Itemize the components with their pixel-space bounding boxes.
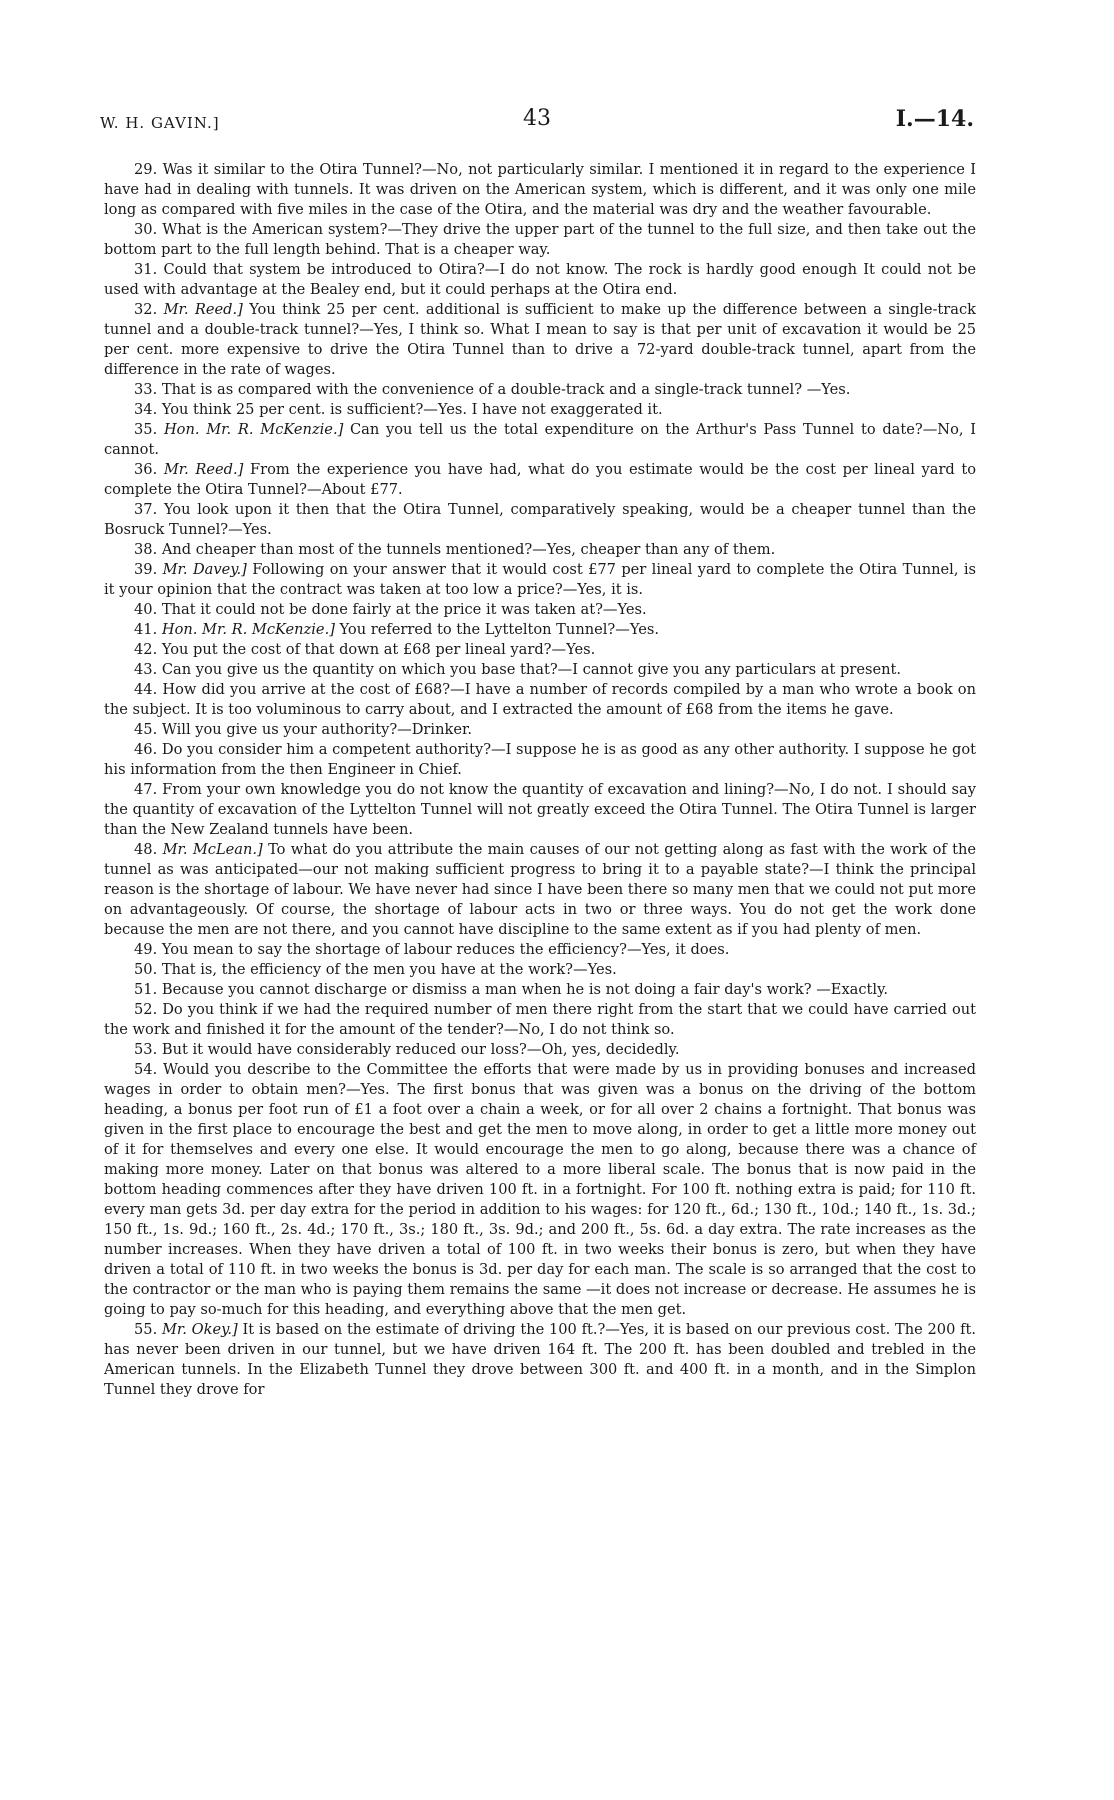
- question-number: 41.: [134, 621, 158, 638]
- question-answer-text: Will you give us your authority?—Drinker.: [161, 721, 472, 738]
- question-answer-text: You look upon it then that the Otira Tunnel, comparatively speaking, would be a cheaper tunnel than the Bosruck Tunnel?—Yes.: [104, 501, 976, 538]
- question-number: 37.: [134, 501, 158, 518]
- speaker-label: Hon. Mr. R. McKenzie.]: [161, 621, 335, 638]
- question-answer-text: But it would have considerably reduced our loss?—Oh, yes, decidedly.: [161, 1041, 680, 1058]
- question-answer-text: How did you arrive at the cost of £68?—I have a number of records compiled by a man who wrote a book on the subject. It is too voluminous to carry about, and I extracted the amount of £68 from the items he gave.: [104, 681, 976, 718]
- question-number: 46.: [134, 741, 158, 758]
- speaker-label: Mr. Okey.]: [161, 1321, 238, 1338]
- question-number: 35.: [134, 421, 158, 438]
- question-number: 52.: [134, 1001, 158, 1018]
- question-paragraph: [104, 1320, 976, 1400]
- question-number: 55.: [134, 1321, 158, 1338]
- question-number: 39.: [134, 561, 158, 578]
- question-paragraph: [104, 840, 976, 940]
- question-paragraph: [104, 720, 976, 740]
- question-answer-text: You referred to the Lyttelton Tunnel?—Yes.: [339, 621, 659, 638]
- question-paragraph: [104, 540, 976, 560]
- question-answer-text: To what do you attribute the main causes of our not getting along as fast with the work of the tunnel as was anticipated—our not making sufficient progress to bring it to a payable state?—I think the principal reason is the shortage of labour. We have never had since I have been there so many men that we could not put more on advantageously. Of course, the shortage of labour acts in two or three ways. You do not get the work done because the men are not there, and you cannot have discipline to the same extent as if you had plenty of men.: [104, 841, 977, 938]
- question-number: 47.: [134, 781, 158, 798]
- question-number: 48.: [134, 841, 158, 858]
- question-paragraph: [104, 640, 976, 660]
- speaker-label: Hon. Mr. R. McKenzie.]: [163, 421, 344, 438]
- question-number: 49.: [134, 941, 158, 958]
- question-paragraph: [104, 1040, 976, 1060]
- question-number: 36.: [134, 461, 158, 478]
- question-paragraph: [104, 940, 976, 960]
- question-answer-text: You mean to say the shortage of labour reduces the efficiency?—Yes, it does.: [161, 941, 730, 958]
- question-paragraph: [104, 160, 976, 220]
- question-answer-text: You think 25 per cent. is sufficient?—Yes. I have not exaggerated it.: [161, 401, 663, 418]
- speaker-label: Mr. Davey.]: [162, 561, 247, 578]
- question-answer-text: You put the cost of that down at £68 per lineal yard?—Yes.: [161, 641, 596, 658]
- question-number: 38.: [134, 541, 158, 558]
- question-number: 44.: [134, 681, 158, 698]
- question-answer-text: Do you consider him a competent authority?—I suppose he is as good as any other authority. I suppose he got his information from the then Engineer in Chief.: [104, 741, 976, 778]
- speaker-label: Mr. Reed.]: [163, 301, 243, 318]
- question-paragraph: [104, 500, 976, 540]
- question-number: 32.: [134, 301, 158, 318]
- question-answer-text: Do you think if we had the required number of men there right from the start that we could have carried out the work and finished it for the amount of the tender?—No, I do not think so.: [104, 1001, 977, 1038]
- question-answer-text: Was it similar to the Otira Tunnel?—No, not particularly similar. I mentioned it in regard to the experience I have had in dealing with tunnels. It was driven on the American system, which is different, and it was only one mile long as compared with five miles in the case of the Otira, and the material was dry and the weather favourable.: [104, 161, 977, 218]
- question-paragraph: [104, 780, 976, 840]
- question-answer-text: From your own knowledge you do not know the quantity of excavation and lining?—No, I do not. I should say the quantity of excavation of the Lyttelton Tunnel will not greatly exceed the Otira Tunnel. The Otira Tunnel is larger than the New Zealand tunnels have been.: [104, 781, 976, 838]
- question-answer-text: Following on your answer that it would cost £77 per lineal yard to complete the Otira Tunnel, is it your opinion that the contract was taken at too low a price?—Yes, it is.: [104, 561, 977, 598]
- question-paragraph: [104, 600, 976, 620]
- question-number: 51.: [134, 981, 158, 998]
- question-number: 30.: [134, 221, 158, 238]
- question-answer-text: Because you cannot discharge or dismiss a man when he is not doing a fair day's work? —Exactly.: [161, 981, 889, 998]
- question-number: 53.: [134, 1041, 158, 1058]
- question-paragraph: [104, 1060, 976, 1320]
- question-answer-text: That is as compared with the convenience of a double-track and a single-track tunnel? —Yes.: [161, 381, 851, 398]
- question-number: 42.: [134, 641, 158, 658]
- question-number: 50.: [134, 961, 158, 978]
- document-body: [104, 160, 976, 1400]
- question-paragraph: [104, 380, 976, 400]
- question-number: 43.: [134, 661, 158, 678]
- question-paragraph: [104, 460, 976, 500]
- question-paragraph: [104, 1000, 976, 1040]
- question-paragraph: [104, 420, 976, 460]
- question-number: 29.: [134, 161, 158, 178]
- question-number: 54.: [134, 1061, 158, 1078]
- question-number: 33.: [134, 381, 158, 398]
- page-header: [100, 106, 974, 140]
- speaker-label: Mr. McLean.]: [162, 841, 263, 858]
- question-answer-text: Could that system be introduced to Otira?—I do not know. The rock is hardly good enough It could not be used with advantage at the Bealey end, but it could perhaps at the Otira end.: [104, 261, 976, 298]
- question-answer-text: What is the American system?—They drive the upper part of the tunnel to the full size, and then take out the bottom part to the full length behind. That is a cheaper way.: [104, 221, 976, 258]
- question-paragraph: [104, 220, 976, 260]
- question-paragraph: [104, 680, 976, 720]
- question-number: 40.: [134, 601, 158, 618]
- question-answer-text: You think 25 per cent. additional is sufficient to make up the difference between a single-track tunnel and a double-track tunnel?—Yes, I think so. What I mean to say is that per unit of excavation it would be 25 per cent. more expensive to drive the Otira Tunnel than to drive a 72-yard double-track tunnel, apart from the difference in the rate of wages.: [104, 301, 976, 378]
- question-answer-text: It is based on the estimate of driving the 100 ft.?—Yes, it is based on our previous cost. The 200 ft. has never been driven in our tunnel, but we have driven 164 ft. The 200 ft. has been doubled and trebled in the American tunnels. In the Elizabeth Tunnel they drove between 300 ft. and 400 ft. in a month, and in the Simplon Tunnel they drove for: [104, 1321, 976, 1398]
- question-paragraph: [104, 400, 976, 420]
- page-number: 43: [523, 106, 551, 131]
- question-answer-text: And cheaper than most of the tunnels mentioned?—Yes, cheaper than any of them.: [161, 541, 776, 558]
- question-answer-text: That it could not be done fairly at the price it was taken at?—Yes.: [161, 601, 647, 618]
- question-paragraph: [104, 560, 976, 600]
- question-number: 34.: [134, 401, 158, 418]
- question-paragraph: [104, 960, 976, 980]
- question-answer-text: Can you give us the quantity on which you base that?—I cannot give you any particulars at present.: [161, 661, 901, 678]
- question-paragraph: [104, 740, 976, 780]
- question-paragraph: [104, 620, 976, 640]
- question-answer-text: From the experience you have had, what do you estimate would be the cost per lineal yard to complete the Otira Tunnel?—About £77.: [104, 461, 977, 498]
- question-answer-text: Would you describe to the Committee the efforts that were made by us in providing bonuses and increased wages in order to obtain men?—Yes. The first bonus that was given was a bonus on the driving of the bottom heading, a bonus per foot run of £1 a foot over a chain a week, or for all over 2 chains a fortnight. That bonus was given in the first place to encourage the best and get the men to move along, in order to get a little more money out of it for themselves and every one else. It would encourage the men to go along, because there was a chance of making more money. Later on that bonus was altered to a more liberal scale. The bonus that is now paid in the bottom heading commences after they have driven 100 ft. in a fortnight. For 100 ft. nothing extra is paid; for 110 ft. every man gets 3d. per day extra for the period in addition to his wages: for 120 ft., 6d.; 130 ft., 10d.; 140 ft., 1s. 3d.; 150 ft., 1s. 9d.; 160 ft., 2s. 4d.; 170 ft., 3s.; 180 ft., 3s. 9d.; and 200 ft., 5s. 6d. a day extra. The rate increases as the number increases. When they have driven a total of 100 ft. in two weeks their bonus is zero, but when they have driven a total of 110 ft. in two weeks the bonus is 3d. per day for each man. The scale is so arranged that the cost to the contractor or the man who is paying them remains the same —it does not increase or decrease. He assumes he is going to pay so-much for this heading, and everything above that the men get.: [104, 1061, 976, 1318]
- question-paragraph: [104, 260, 976, 300]
- question-paragraph: [104, 300, 976, 380]
- speaker-label: Mr. Reed.]: [163, 461, 244, 478]
- paper-reference: I.—14.: [895, 106, 974, 132]
- question-answer-text: That is, the efficiency of the men you have at the work?—Yes.: [161, 961, 617, 978]
- question-answer-text: Can you tell us the total expenditure on the Arthur's Pass Tunnel to date?—No, I cannot.: [104, 421, 976, 458]
- question-paragraph: [104, 660, 976, 680]
- question-number: 45.: [134, 721, 158, 738]
- witness-name: W. H. GAVIN.]: [100, 114, 220, 132]
- question-paragraph: [104, 980, 976, 1000]
- question-number: 31.: [134, 261, 158, 278]
